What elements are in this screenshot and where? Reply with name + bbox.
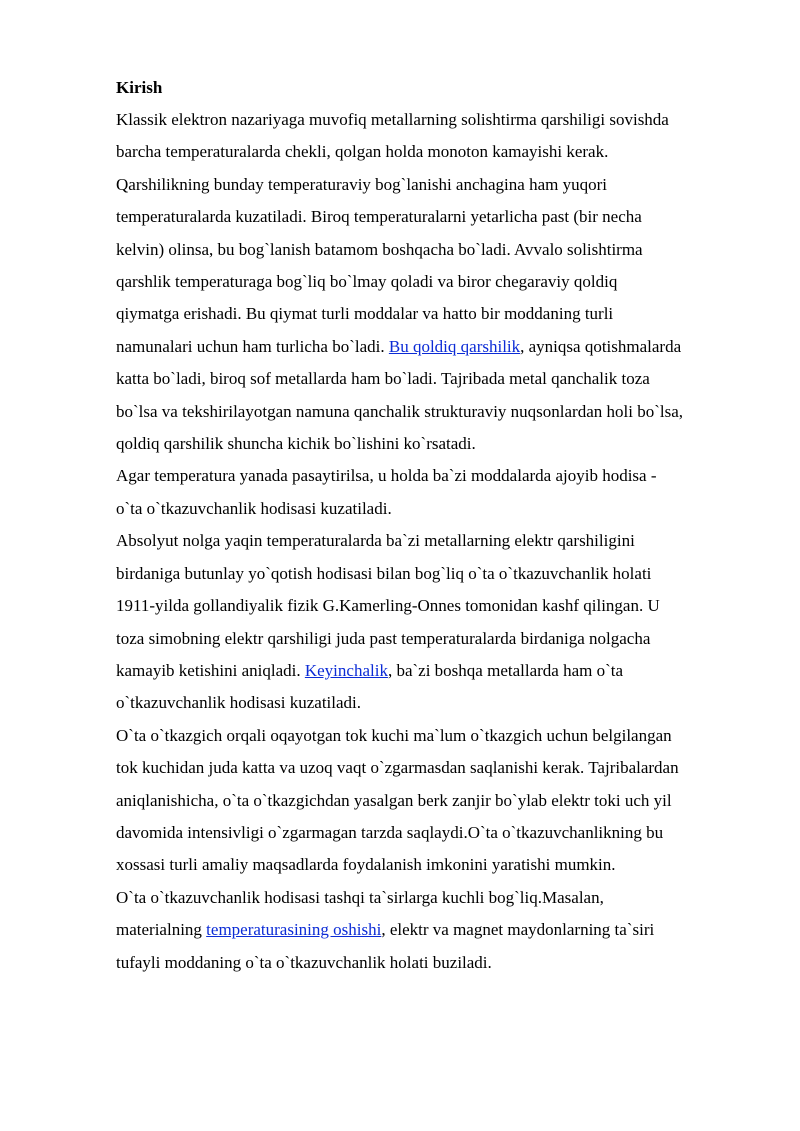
text-line: Klassik elektron nazariyaga muvofiq metallarning solishtirma qarshiligi sovishda	[116, 110, 669, 129]
text-line: Qarshilikning bunday temperaturaviy bog`lanishi anchagina ham yuqori	[116, 174, 607, 194]
text-line-with-link	[116, 914, 746, 946]
text-line: qoldiq qarshilik shuncha kichik bo`lishini ko`rsatadi.	[116, 434, 476, 454]
text-line: barcha temperaturalarda chekli, qolgan holda monoton kamayishi kerak.	[116, 142, 609, 162]
text-line: tok kuchidan juda katta va uzoq vaqt o`zgarmasdan saqlanishi kerak. Tajribalardan	[116, 758, 679, 778]
text-line: kelvin) olinsa, bu bog`lanish batamom boshqacha bo`ladi. Avvalo solishtirma	[116, 239, 643, 259]
document-page	[116, 72, 746, 979]
text-line: birdaniga butunlay yo`qotish hodisasi bilan bog`liq o`ta o`tkazuvchanlik holati	[116, 563, 652, 583]
text-line: tufayli moddaning o`ta o`tkazuvchanlik holati buziladi.	[116, 952, 492, 972]
text-segment: kamayib ketishini aniqladi.	[116, 660, 301, 680]
text-line: katta bo`ladi, biroq sof metallarda ham bo`ladi. Tajribada metal qanchalik toza	[116, 369, 650, 389]
link-temperature-increase[interactable]: temperaturasining oshishi	[206, 920, 382, 940]
text-line: O`ta o`tkazgich orqali oqayotgan tok kuchi ma`lum o`tkazgich uchun belgilangan	[116, 725, 672, 745]
text-line: O`ta o`tkazuvchanlik hodisasi tashqi ta`sirlarga kuchli bog`liq.Masalan,	[116, 887, 604, 907]
text-line: aniqlanishicha, o`ta o`tkazgichdan yasalgan berk zanjir bo`ylab elektr toki uch yil	[116, 790, 672, 810]
text-line: qarshlik temperaturaga bog`liq bo`lmay qoladi va biror chegaraviy qoldiq	[116, 272, 618, 292]
text-line: Absolyut nolga yaqin temperaturalarda ba`zi metallarning elektr qarshiligini	[116, 531, 635, 551]
text-line: davomida intensivligi o`zgarmagan tarzda saqlaydi.O`ta o`tkazuvchanlikning bu	[116, 822, 664, 842]
text-segment: , elektr va magnet maydonlarning ta`siri	[381, 920, 655, 940]
text-line: bo`lsa va tekshirilayotgan namuna qanchalik strukturaviy nuqsonlardan holi bo`lsa,	[116, 401, 684, 421]
link-later[interactable]: Keyinchalik	[304, 660, 388, 680]
text-segment: , ayniqsa qotishmalarda	[520, 336, 682, 356]
text-line: qiymatga erishadi. Bu qiymat turli moddalar va hatto bir moddaning turli	[116, 304, 614, 324]
text-line: xossasi turli amaliy maqsadlarda foydalanish imkonini yaratishi mumkin.	[116, 855, 616, 875]
paragraph-resistivity	[116, 104, 746, 460]
text-segment: , ba`zi boshqa metallarda ham o`ta	[387, 660, 624, 680]
text-segment: materialning	[116, 920, 202, 940]
text-line: Agar temperatura yanada pasaytirilsa, u holda ba`zi moddalarda ajoyib hodisa -	[116, 466, 657, 486]
paragraph-external-effects	[116, 882, 746, 979]
text-line: o`tkazuvchanlik hodisasi kuzatiladi.	[116, 693, 362, 713]
text-line: 1911-yilda gollandiyalik fizik G.Kamerling-Onnes tomonidan kashf qilingan. U	[116, 596, 660, 616]
text-line: o`ta o`tkazuvchanlik hodisasi kuzatiladi.	[116, 498, 392, 518]
section-heading: Kirish	[116, 78, 163, 97]
paragraph-discovery	[116, 525, 746, 719]
link-residual-resistance[interactable]: Bu qoldiq qarshilik	[388, 336, 521, 356]
text-line: temperaturalarda kuzatiladi. Biroq temperaturalarni yetarlicha past (bir necha	[116, 207, 642, 227]
text-segment: namunalari uchun ham turlicha bo`ladi.	[116, 336, 385, 356]
paragraph-current	[116, 720, 746, 882]
text-line: toza simobning elektr qarshiligi juda past temperaturalarda birdaniga nolgacha	[116, 628, 651, 648]
text-line-with-link	[116, 655, 746, 687]
paragraph-superconductivity-intro	[116, 460, 746, 525]
text-line-with-link	[116, 331, 746, 363]
